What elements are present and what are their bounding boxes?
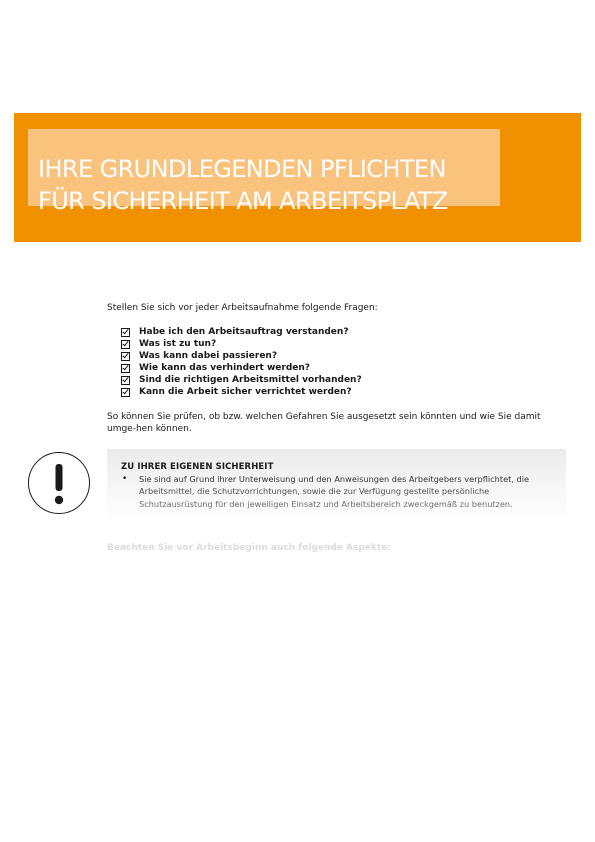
- question-text: Kann die Arbeit sicher verrichtet werden?: [139, 387, 352, 397]
- checkbox-checked-icon: [121, 364, 130, 373]
- question-text: Was ist zu tun?: [139, 339, 217, 349]
- list-item: [121, 374, 362, 386]
- safety-heading: ZU IHRER EIGENEN SICHERHEIT: [121, 462, 274, 472]
- exclamation-icon-graphic: [29, 453, 91, 515]
- checkbox-checked-icon: [121, 376, 130, 385]
- list-item: [121, 350, 362, 362]
- list-item: [121, 326, 362, 338]
- faded-text: Beachten Sie vor Arbeitsbeginn auch folgende Aspekte:: [107, 543, 391, 553]
- list-item: [121, 338, 362, 350]
- header-banner: [14, 113, 581, 242]
- list-item: [121, 362, 362, 374]
- bullet-marker: •: [122, 474, 128, 484]
- exclamation-icon: [28, 452, 90, 514]
- intro-text: Stellen Sie sich vor jeder Arbeitsaufnahme folgende Fragen:: [107, 303, 378, 313]
- title-box: [28, 129, 500, 215]
- checkbox-checked-icon: [121, 340, 130, 349]
- safety-notice-box: [107, 449, 566, 520]
- outro-text: So können Sie prüfen, ob bzw. welchen Gefahren Sie ausgesetzt sein könnten und wie Sie damit umge-hen können.: [107, 412, 541, 434]
- question-text: Wie kann das verhindert werden?: [139, 363, 311, 373]
- list-item: [121, 386, 362, 398]
- question-text: Habe ich den Arbeitsauftrag verstanden?: [139, 327, 349, 337]
- safety-text: Sie sind auf Grund ihrer Unterweisung und den Anweisungen des Arbeitgebers verpflichtet, die Arbeitsmittel, die Schutzvorrichtungen, sowie die zur Verfügung gestellte persönliche Schutzausrüstung für den jeweiligen Einsatz und Arbeitsbereich zweckgemäß zu benutzen.: [139, 473, 557, 510]
- page-title-line-2: FÜR SICHERHEIT AM ARBEITSPLATZ: [38, 187, 448, 215]
- page-title-line-1: IHRE GRUNDLEGENDEN PFLICHTEN: [38, 155, 446, 183]
- checkbox-checked-icon: [121, 328, 130, 337]
- question-text: Sind die richtigen Arbeitsmittel vorhanden?: [139, 375, 362, 385]
- checkbox-checked-icon: [121, 352, 130, 361]
- question-list: [121, 326, 362, 398]
- question-text: Was kann dabei passieren?: [139, 351, 278, 361]
- checkbox-checked-icon: [121, 388, 130, 397]
